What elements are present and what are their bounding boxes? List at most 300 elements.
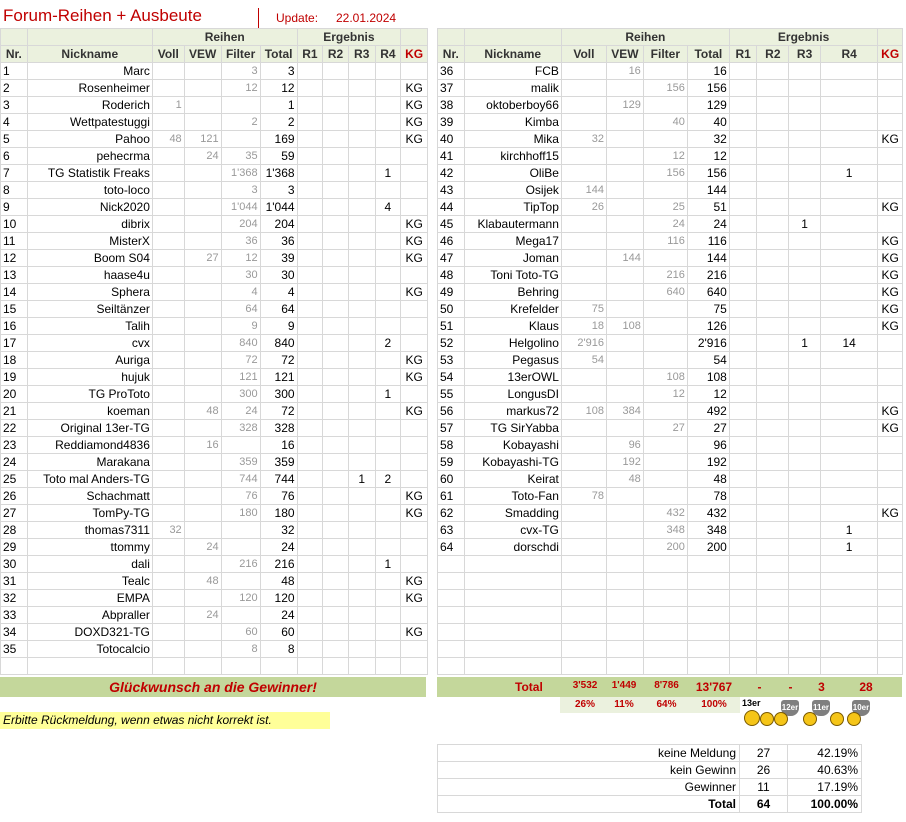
cell-nr: 59 [438,454,465,471]
cell-nr: 51 [438,318,465,335]
cell-vew [606,641,643,658]
cell-voll [561,437,606,454]
cell-r3 [348,369,375,386]
total-voll: 3'532 [572,680,598,691]
cell-filter [643,182,687,199]
table-row [1,641,428,658]
cell-kg [878,182,903,199]
cell-r4 [375,148,401,165]
cell-r3 [789,114,821,131]
summary-count: 64 [740,796,788,813]
trophy-11er-icon: 11er [812,700,830,716]
table-row [1,437,428,454]
total-r4: 28 [859,680,873,694]
cell-filter [643,403,687,420]
cell-r1 [297,488,323,505]
column-header-r3: R3 [348,46,375,63]
cell-nr: 35 [1,641,28,658]
cell-r2 [757,420,789,437]
cell-kg [878,335,903,352]
table-row [1,522,428,539]
cell-r3 [348,216,375,233]
cell-nr: 28 [1,522,28,539]
cell-r1 [297,352,323,369]
cell-r2 [757,165,789,182]
table-row [1,624,428,641]
cell-kg: KG [401,352,428,369]
cell-nickname: Original 13er-TG [27,420,152,437]
cell-r2 [757,250,789,267]
cell-vew [184,505,221,522]
cell-voll [561,641,606,658]
cell-kg: KG [878,131,903,148]
cell-r1 [729,590,757,607]
cell-voll [152,539,184,556]
cell-r4 [375,437,401,454]
cell-r3 [789,437,821,454]
cell-r2 [757,403,789,420]
cell-vew [184,165,221,182]
cell-r3 [348,454,375,471]
cell-r1 [729,97,757,114]
cell-r2 [757,607,789,624]
cell-r2 [323,607,349,624]
cell-nr: 14 [1,284,28,301]
cell-filter [643,488,687,505]
cell-voll: 48 [152,131,184,148]
cell-r2 [757,352,789,369]
cell-r1 [297,454,323,471]
cell-kg [401,182,428,199]
cell-r1 [729,641,757,658]
cell-nr: 46 [438,233,465,250]
cell-kg [401,471,428,488]
cell-voll: 32 [152,522,184,539]
cell-total [687,658,729,675]
cell-r2 [323,131,349,148]
cell-kg [878,97,903,114]
cell-vew: 48 [184,403,221,420]
cell-r3 [789,522,821,539]
header-blank [438,29,465,46]
pct-total: 100% [701,699,727,710]
table-row [1,233,428,250]
cell-r1 [297,556,323,573]
cell-r1 [729,131,757,148]
total-r3: 3 [818,680,825,694]
cell-vew [606,182,643,199]
cell-r1 [297,641,323,658]
group-header-row [438,29,903,46]
cell-total: 169 [260,131,297,148]
summary-percent: 40.63% [788,762,862,779]
cell-kg: KG [878,233,903,250]
cell-total: 48 [260,573,297,590]
cell-total: 27 [687,420,729,437]
cell-kg [878,165,903,182]
cell-voll [152,624,184,641]
cell-r1 [297,284,323,301]
cell-r2 [757,131,789,148]
cell-total: 216 [260,556,297,573]
cell-r4 [820,437,877,454]
table-row [1,335,428,352]
cell-r4 [820,97,877,114]
cell-voll [152,114,184,131]
cell-voll [561,216,606,233]
cell-nr: 34 [1,624,28,641]
cell-r2 [757,505,789,522]
cell-nickname: TG Statistik Freaks [27,165,152,182]
cell-nr: 44 [438,199,465,216]
cell-r1 [729,301,757,318]
cell-vew [184,556,221,573]
summary-row [438,745,862,762]
cell-r2 [323,233,349,250]
cell-kg [401,420,428,437]
cell-r2 [323,97,349,114]
table-row [438,471,903,488]
cell-voll: 54 [561,352,606,369]
cell-voll [152,454,184,471]
cell-r3 [789,148,821,165]
cell-filter: 359 [221,454,260,471]
cell-r4 [820,267,877,284]
cell-vew [184,318,221,335]
cell-voll: 18 [561,318,606,335]
cell-r1 [297,318,323,335]
table-row [1,80,428,97]
cell-vew [184,335,221,352]
table-row [1,114,428,131]
summary-count: 26 [740,762,788,779]
cell-total [687,573,729,590]
cell-r4: 1 [820,522,877,539]
cell-voll [561,471,606,488]
cell-filter: 328 [221,420,260,437]
cell-voll [152,420,184,437]
summary-percent: 42.19% [788,745,862,762]
cell-r2 [757,148,789,165]
cell-kg: KG [878,420,903,437]
cell-r1 [729,573,757,590]
cell-vew [184,658,221,675]
cell-total: 359 [260,454,297,471]
cell-r4 [820,607,877,624]
cell-filter [643,556,687,573]
header-blank [401,29,428,46]
cell-nickname: thomas7311 [27,522,152,539]
cell-nickname: Talih [27,318,152,335]
cell-total: 36 [260,233,297,250]
cell-voll [561,573,606,590]
cell-kg: KG [401,114,428,131]
cell-r4: 1 [820,539,877,556]
cell-r4 [820,658,877,675]
smiley-icon [760,712,774,726]
cell-vew: 16 [606,63,643,80]
cell-r3 [348,403,375,420]
cell-r2 [757,233,789,250]
smiley-icon [744,710,760,726]
cell-voll [152,658,184,675]
cell-vew: 24 [184,607,221,624]
table-row [1,539,428,556]
cell-kg [401,522,428,539]
cell-nickname: DOXD321-TG [27,624,152,641]
header-blank [464,29,561,46]
cell-r3 [348,114,375,131]
cell-r4 [820,199,877,216]
column-header-r1: R1 [729,46,757,63]
cell-nickname: Toto-Fan [464,488,561,505]
cell-r3 [789,539,821,556]
cell-r2 [323,403,349,420]
cell-r2 [323,573,349,590]
cell-r1 [297,590,323,607]
cell-kg [878,437,903,454]
cell-r1 [297,233,323,250]
cell-nr: 40 [438,131,465,148]
cell-r3: 1 [789,216,821,233]
cell-total: 96 [687,437,729,454]
cell-nickname: Roderich [27,97,152,114]
cell-r1 [297,573,323,590]
cell-r4 [375,488,401,505]
cell-nr: 29 [1,539,28,556]
cell-nr: 9 [1,199,28,216]
cell-r3 [348,199,375,216]
cell-vew [606,488,643,505]
cell-voll: 78 [561,488,606,505]
cell-kg: KG [401,97,428,114]
cell-r3 [348,80,375,97]
cell-total: 2 [260,114,297,131]
cell-r2 [757,539,789,556]
cell-r1 [297,471,323,488]
column-header-r4: R4 [820,46,877,63]
group-header-ergebnis: Ergebnis [729,29,878,46]
cell-r1 [729,284,757,301]
cell-r1 [729,420,757,437]
cell-r4 [375,505,401,522]
cell-kg: KG [878,318,903,335]
cell-r3 [789,505,821,522]
cell-voll [561,607,606,624]
cell-filter: 12 [221,250,260,267]
cell-vew [606,505,643,522]
cell-kg [401,386,428,403]
cell-r3 [789,97,821,114]
cell-r3 [789,131,821,148]
cell-r4 [820,182,877,199]
cell-r4 [820,216,877,233]
cell-r4 [375,216,401,233]
cell-nickname: Mika [464,131,561,148]
cell-vew [606,386,643,403]
cell-filter [643,624,687,641]
cell-nr: 33 [1,607,28,624]
cell-nr: 63 [438,522,465,539]
cell-filter [643,641,687,658]
cell-r2 [757,318,789,335]
cell-kg [878,641,903,658]
cell-nr: 4 [1,114,28,131]
cell-total: 2'916 [687,335,729,352]
cell-r1 [729,63,757,80]
cell-r1 [729,335,757,352]
cell-r3 [348,522,375,539]
cell-filter [643,250,687,267]
cell-vew: 129 [606,97,643,114]
column-header-vew: VEW [606,46,643,63]
cell-nickname: Marakana [27,454,152,471]
cell-nickname: cvx [27,335,152,352]
cell-filter: 8 [221,641,260,658]
cell-filter [643,658,687,675]
cell-nr: 47 [438,250,465,267]
cell-r2 [323,267,349,284]
cell-filter [643,318,687,335]
cell-r1 [297,267,323,284]
column-header-row [1,46,428,63]
cell-r3 [348,488,375,505]
cell-r4 [820,63,877,80]
cell-r1 [297,301,323,318]
cell-nickname: Abpraller [27,607,152,624]
cell-vew [184,420,221,437]
cell-vew [606,233,643,250]
cell-nickname: pehecrma [27,148,152,165]
cell-kg [878,386,903,403]
cell-vew: 96 [606,437,643,454]
cell-filter: 27 [643,420,687,437]
table-row [438,318,903,335]
cell-kg: KG [878,505,903,522]
table-row [438,301,903,318]
table-row [1,131,428,148]
cell-total: 60 [260,624,297,641]
cell-r3 [789,165,821,182]
column-header-r3: R3 [789,46,821,63]
cell-filter [221,539,260,556]
cell-r3 [789,267,821,284]
summary-count: 11 [740,779,788,796]
cell-r1 [297,437,323,454]
cell-total: 39 [260,250,297,267]
cell-r4: 2 [375,335,401,352]
cell-filter: 121 [221,369,260,386]
cell-kg: KG [401,233,428,250]
cell-filter [221,97,260,114]
cell-r3 [789,199,821,216]
column-header-kg: KG [401,46,428,63]
cell-r3 [348,131,375,148]
cell-r2 [757,522,789,539]
cell-r2 [323,590,349,607]
cell-r3 [348,97,375,114]
cell-r2 [757,556,789,573]
cell-vew [606,369,643,386]
cell-r4 [375,318,401,335]
cell-voll [561,250,606,267]
cell-r1 [729,250,757,267]
cell-total: 348 [687,522,729,539]
table-row [438,454,903,471]
cell-nr: 52 [438,335,465,352]
cell-nickname: Totocalcio [27,641,152,658]
cell-kg [401,199,428,216]
cell-r3 [789,80,821,97]
cell-voll [152,488,184,505]
cell-total: 640 [687,284,729,301]
cell-nickname: kirchhoff15 [464,148,561,165]
cell-r3 [348,624,375,641]
cell-kg [878,216,903,233]
cell-total: 72 [260,403,297,420]
cell-r4 [375,539,401,556]
cell-filter: 180 [221,505,260,522]
cell-nr: 55 [438,386,465,403]
cell-nickname: TipTop [464,199,561,216]
cell-total: 144 [687,182,729,199]
cell-nickname: Pahoo [27,131,152,148]
cell-r1 [297,607,323,624]
cell-filter: 12 [221,80,260,97]
cell-nr: 54 [438,369,465,386]
cell-total [687,556,729,573]
cell-voll [152,607,184,624]
cell-total: 328 [260,420,297,437]
cell-r1 [297,250,323,267]
cell-filter: 76 [221,488,260,505]
total-r1: - [757,680,762,694]
cell-vew [184,488,221,505]
table-row [438,641,903,658]
cell-r4 [820,454,877,471]
cell-r3 [348,641,375,658]
cell-vew [606,573,643,590]
cell-nr [1,658,28,675]
cell-r1 [297,148,323,165]
cell-total: 76 [260,488,297,505]
cell-r2 [757,624,789,641]
cell-r3 [348,505,375,522]
cell-filter [221,131,260,148]
table-row [1,301,428,318]
cell-nickname: Kobayashi [464,437,561,454]
cell-r4 [375,131,401,148]
cell-voll [152,556,184,573]
cell-vew [606,199,643,216]
cell-filter: 840 [221,335,260,352]
cell-total: 120 [260,590,297,607]
cell-r4 [820,233,877,250]
cell-r4 [820,318,877,335]
cell-nr: 61 [438,488,465,505]
cell-voll [152,267,184,284]
cell-r4: 1 [820,165,877,182]
cell-r3 [348,318,375,335]
cell-r4 [375,522,401,539]
cell-nickname: Sphera [27,284,152,301]
cell-nr: 30 [1,556,28,573]
cell-nickname: Mega17 [464,233,561,250]
cell-r1 [297,63,323,80]
table-row [438,539,903,556]
cell-r4 [820,301,877,318]
cell-r2 [757,573,789,590]
